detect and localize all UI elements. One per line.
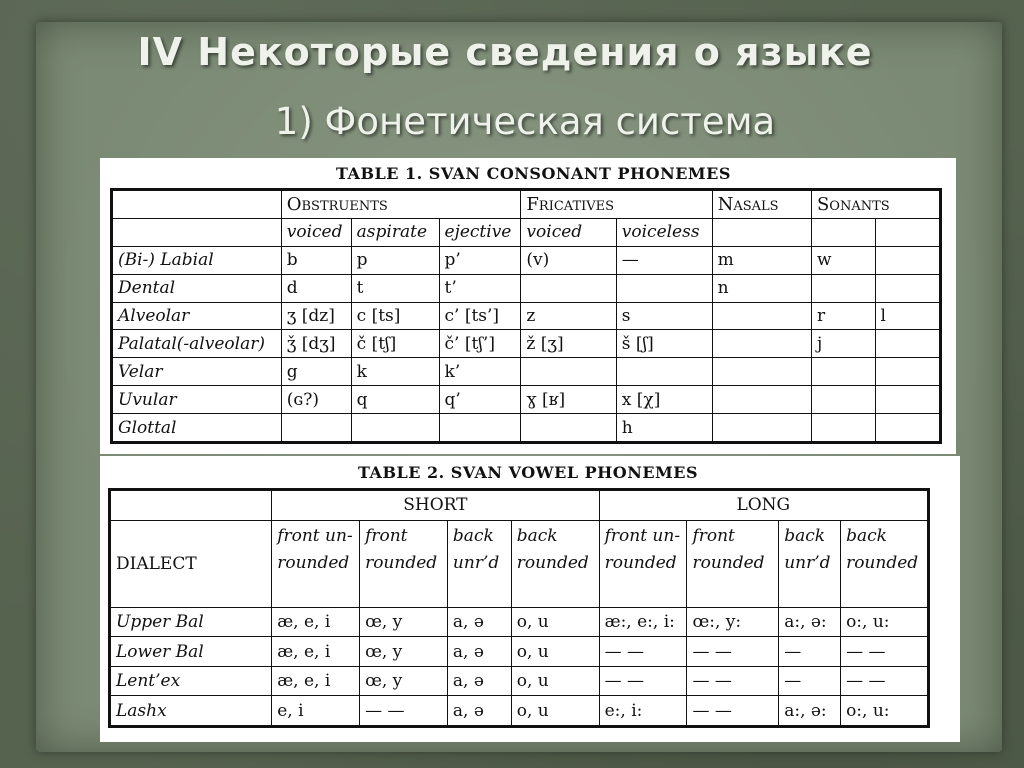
table1-cell: ž [ʒ] — [521, 330, 616, 358]
table1-row-label: (Bi-) Labial — [112, 246, 282, 274]
table2-row-label: Upper Bal — [110, 607, 272, 636]
table2-cell: a:, ə: — [779, 607, 841, 636]
table1-group-header: Sonants — [811, 190, 940, 219]
table2-row — [110, 637, 929, 666]
table1-cell: ʒ [dz] — [281, 302, 351, 330]
table2-cell: — — [779, 666, 841, 695]
table1-cell: k’ — [439, 358, 521, 386]
consonant-table — [110, 188, 942, 444]
table1-cell — [811, 386, 875, 414]
table1-row — [112, 302, 941, 330]
table1-subheader: voiceless — [616, 218, 712, 246]
table2-cell: o, u — [511, 666, 599, 695]
table2-corner-cell — [110, 490, 272, 521]
table1-cell — [712, 330, 811, 358]
table1-cell: c [ts] — [351, 302, 439, 330]
table1-cell — [875, 414, 940, 443]
table1-cell — [521, 358, 616, 386]
table2-row-label: Lower Bal — [110, 637, 272, 666]
table1-row — [112, 246, 941, 274]
slide-subtitle: 1) Фонетическая система — [274, 100, 776, 143]
table1-row — [112, 274, 941, 302]
table1-cell — [521, 274, 616, 302]
table2-cell: e, i — [272, 696, 360, 727]
table1-cell: k — [351, 358, 439, 386]
table1-cell: s — [616, 302, 712, 330]
table1-group-header: Nasals — [712, 190, 811, 219]
table1-row — [112, 330, 941, 358]
table2-cell: — — — [841, 666, 929, 695]
table1-subheader-row — [112, 218, 941, 246]
table2-cell: o:, u: — [841, 696, 929, 727]
table2-cell: a, ə — [447, 696, 511, 727]
table1-cell: g — [281, 358, 351, 386]
table2-subheader: back unr’d — [779, 520, 841, 607]
table1-cell — [712, 302, 811, 330]
table1-corner-cell — [112, 190, 282, 219]
table1-cell: p — [351, 246, 439, 274]
table2-subheader: back unr’d — [447, 520, 511, 607]
table2-dialect-header: DIALECT — [110, 520, 272, 607]
table2-subheader: back rounded — [511, 520, 599, 607]
table2-subheader: back rounded — [841, 520, 929, 607]
table2-cell: o:, u: — [841, 607, 929, 636]
table1-cell: č [tʃ] — [351, 330, 439, 358]
table1-empty-subheader — [875, 218, 940, 246]
table1-cell: č’ [tʃ’] — [439, 330, 521, 358]
table1-row — [112, 358, 941, 386]
table1-cell: w — [811, 246, 875, 274]
table2-subheader: front rounded — [687, 520, 779, 607]
table1-cell: r — [811, 302, 875, 330]
table2-cell: — — — [599, 637, 687, 666]
table1-empty-subheader — [811, 218, 875, 246]
table1-cell: b — [281, 246, 351, 274]
table1-cell: q’ — [439, 386, 521, 414]
table1-group-header: Fricatives — [521, 190, 712, 219]
table2-cell: a, ə — [447, 637, 511, 666]
table2-row — [110, 666, 929, 695]
table1-subheader: ejective — [439, 218, 521, 246]
table1-cell — [281, 414, 351, 443]
table1-cell: d — [281, 274, 351, 302]
table1-cell: p’ — [439, 246, 521, 274]
table2-cell: œ, y — [360, 666, 448, 695]
table1-row-label: Uvular — [112, 386, 282, 414]
table1-row-label: Alveolar — [112, 302, 282, 330]
table1-cell: h — [616, 414, 712, 443]
table2-cell: — — — [599, 666, 687, 695]
table1-corner-cell — [112, 218, 282, 246]
table2-cell: o, u — [511, 696, 599, 727]
table1-cell — [616, 358, 712, 386]
table1-cell — [875, 358, 940, 386]
table2-group-header: LONG — [599, 490, 928, 521]
table2-cell: — — [779, 637, 841, 666]
table1-cell — [875, 386, 940, 414]
table1-cell: x [χ] — [616, 386, 712, 414]
table1-subheader: aspirate — [351, 218, 439, 246]
table1-cell — [712, 386, 811, 414]
table2-subheader: front un-rounded — [599, 520, 687, 607]
table1-cell: l — [875, 302, 940, 330]
table2-cell: æ, e, i — [272, 607, 360, 636]
table2-cell: — — — [687, 696, 779, 727]
table1-cell: ǯ [dʒ] — [281, 330, 351, 358]
table2-row-label: Lent’ex — [110, 666, 272, 695]
table1-cell: ɣ [ʁ] — [521, 386, 616, 414]
table1-caption: TABLE 1. SVAN CONSONANT PHONEMES — [336, 164, 731, 183]
table1-cell: n — [712, 274, 811, 302]
table2-cell: o, u — [511, 607, 599, 636]
table1-cell — [439, 414, 521, 443]
table1-cell — [811, 274, 875, 302]
table1-cell — [875, 246, 940, 274]
table1-cell: š [ʃ] — [616, 330, 712, 358]
table1-cell: m — [712, 246, 811, 274]
table1-cell: j — [811, 330, 875, 358]
table2-row-label: Lashx — [110, 696, 272, 727]
table1-cell — [616, 274, 712, 302]
table1-cell — [712, 414, 811, 443]
table1-cell: z — [521, 302, 616, 330]
table2-row — [110, 696, 929, 727]
table1-row-label: Palatal(-alveolar) — [112, 330, 282, 358]
table1-cell — [521, 414, 616, 443]
table1-cell — [811, 358, 875, 386]
table1-cell: (v) — [521, 246, 616, 274]
table2-row — [110, 607, 929, 636]
table2-cell: — — — [841, 637, 929, 666]
table2-cell: œ:, y: — [687, 607, 779, 636]
table2-cell: æ:, e:, i: — [599, 607, 687, 636]
table1-cell — [811, 414, 875, 443]
table1-row — [112, 414, 941, 443]
table2-cell: œ, y — [360, 607, 448, 636]
table2-subheader-row — [110, 520, 929, 607]
table1-subheader: voiced — [521, 218, 616, 246]
table2-cell: œ, y — [360, 637, 448, 666]
table2-cell: a:, ə: — [779, 696, 841, 727]
table2-cell: e:, i: — [599, 696, 687, 727]
table1-empty-subheader — [712, 218, 811, 246]
table1-row — [112, 386, 941, 414]
table1-group-row — [112, 190, 941, 219]
table1-row-label: Velar — [112, 358, 282, 386]
table2-cell: — — — [360, 696, 448, 727]
table1-cell: t’ — [439, 274, 521, 302]
table1-row-label: Dental — [112, 274, 282, 302]
table1-row-label: Glottal — [112, 414, 282, 443]
table2-cell: a, ə — [447, 607, 511, 636]
table1-cell: (ɢ?) — [281, 386, 351, 414]
table2-cell: a, ə — [447, 666, 511, 695]
table2-group-row — [110, 490, 929, 521]
table1-cell: q — [351, 386, 439, 414]
table1-cell: t — [351, 274, 439, 302]
table2-cell: o, u — [511, 637, 599, 666]
table2-cell: — — — [687, 637, 779, 666]
table2-cell: æ, e, i — [272, 666, 360, 695]
table1-cell — [351, 414, 439, 443]
table2-subheader: front un-rounded — [272, 520, 360, 607]
table2-caption: TABLE 2. SVAN VOWEL PHONEMES — [358, 463, 699, 482]
table1-cell — [875, 274, 940, 302]
table2-group-header: SHORT — [272, 490, 599, 521]
table1-group-header: Obstruents — [281, 190, 521, 219]
table1-cell: c’ [ts’] — [439, 302, 521, 330]
table1-cell: — — [616, 246, 712, 274]
table2-subheader: front rounded — [360, 520, 448, 607]
table1-subheader: voiced — [281, 218, 351, 246]
table1-cell — [875, 330, 940, 358]
slide-title: IV Некоторые сведения о языке — [137, 30, 873, 74]
vowel-table — [108, 488, 930, 728]
table2-cell: — — — [687, 666, 779, 695]
table2-cell: æ, e, i — [272, 637, 360, 666]
table1-cell — [712, 358, 811, 386]
